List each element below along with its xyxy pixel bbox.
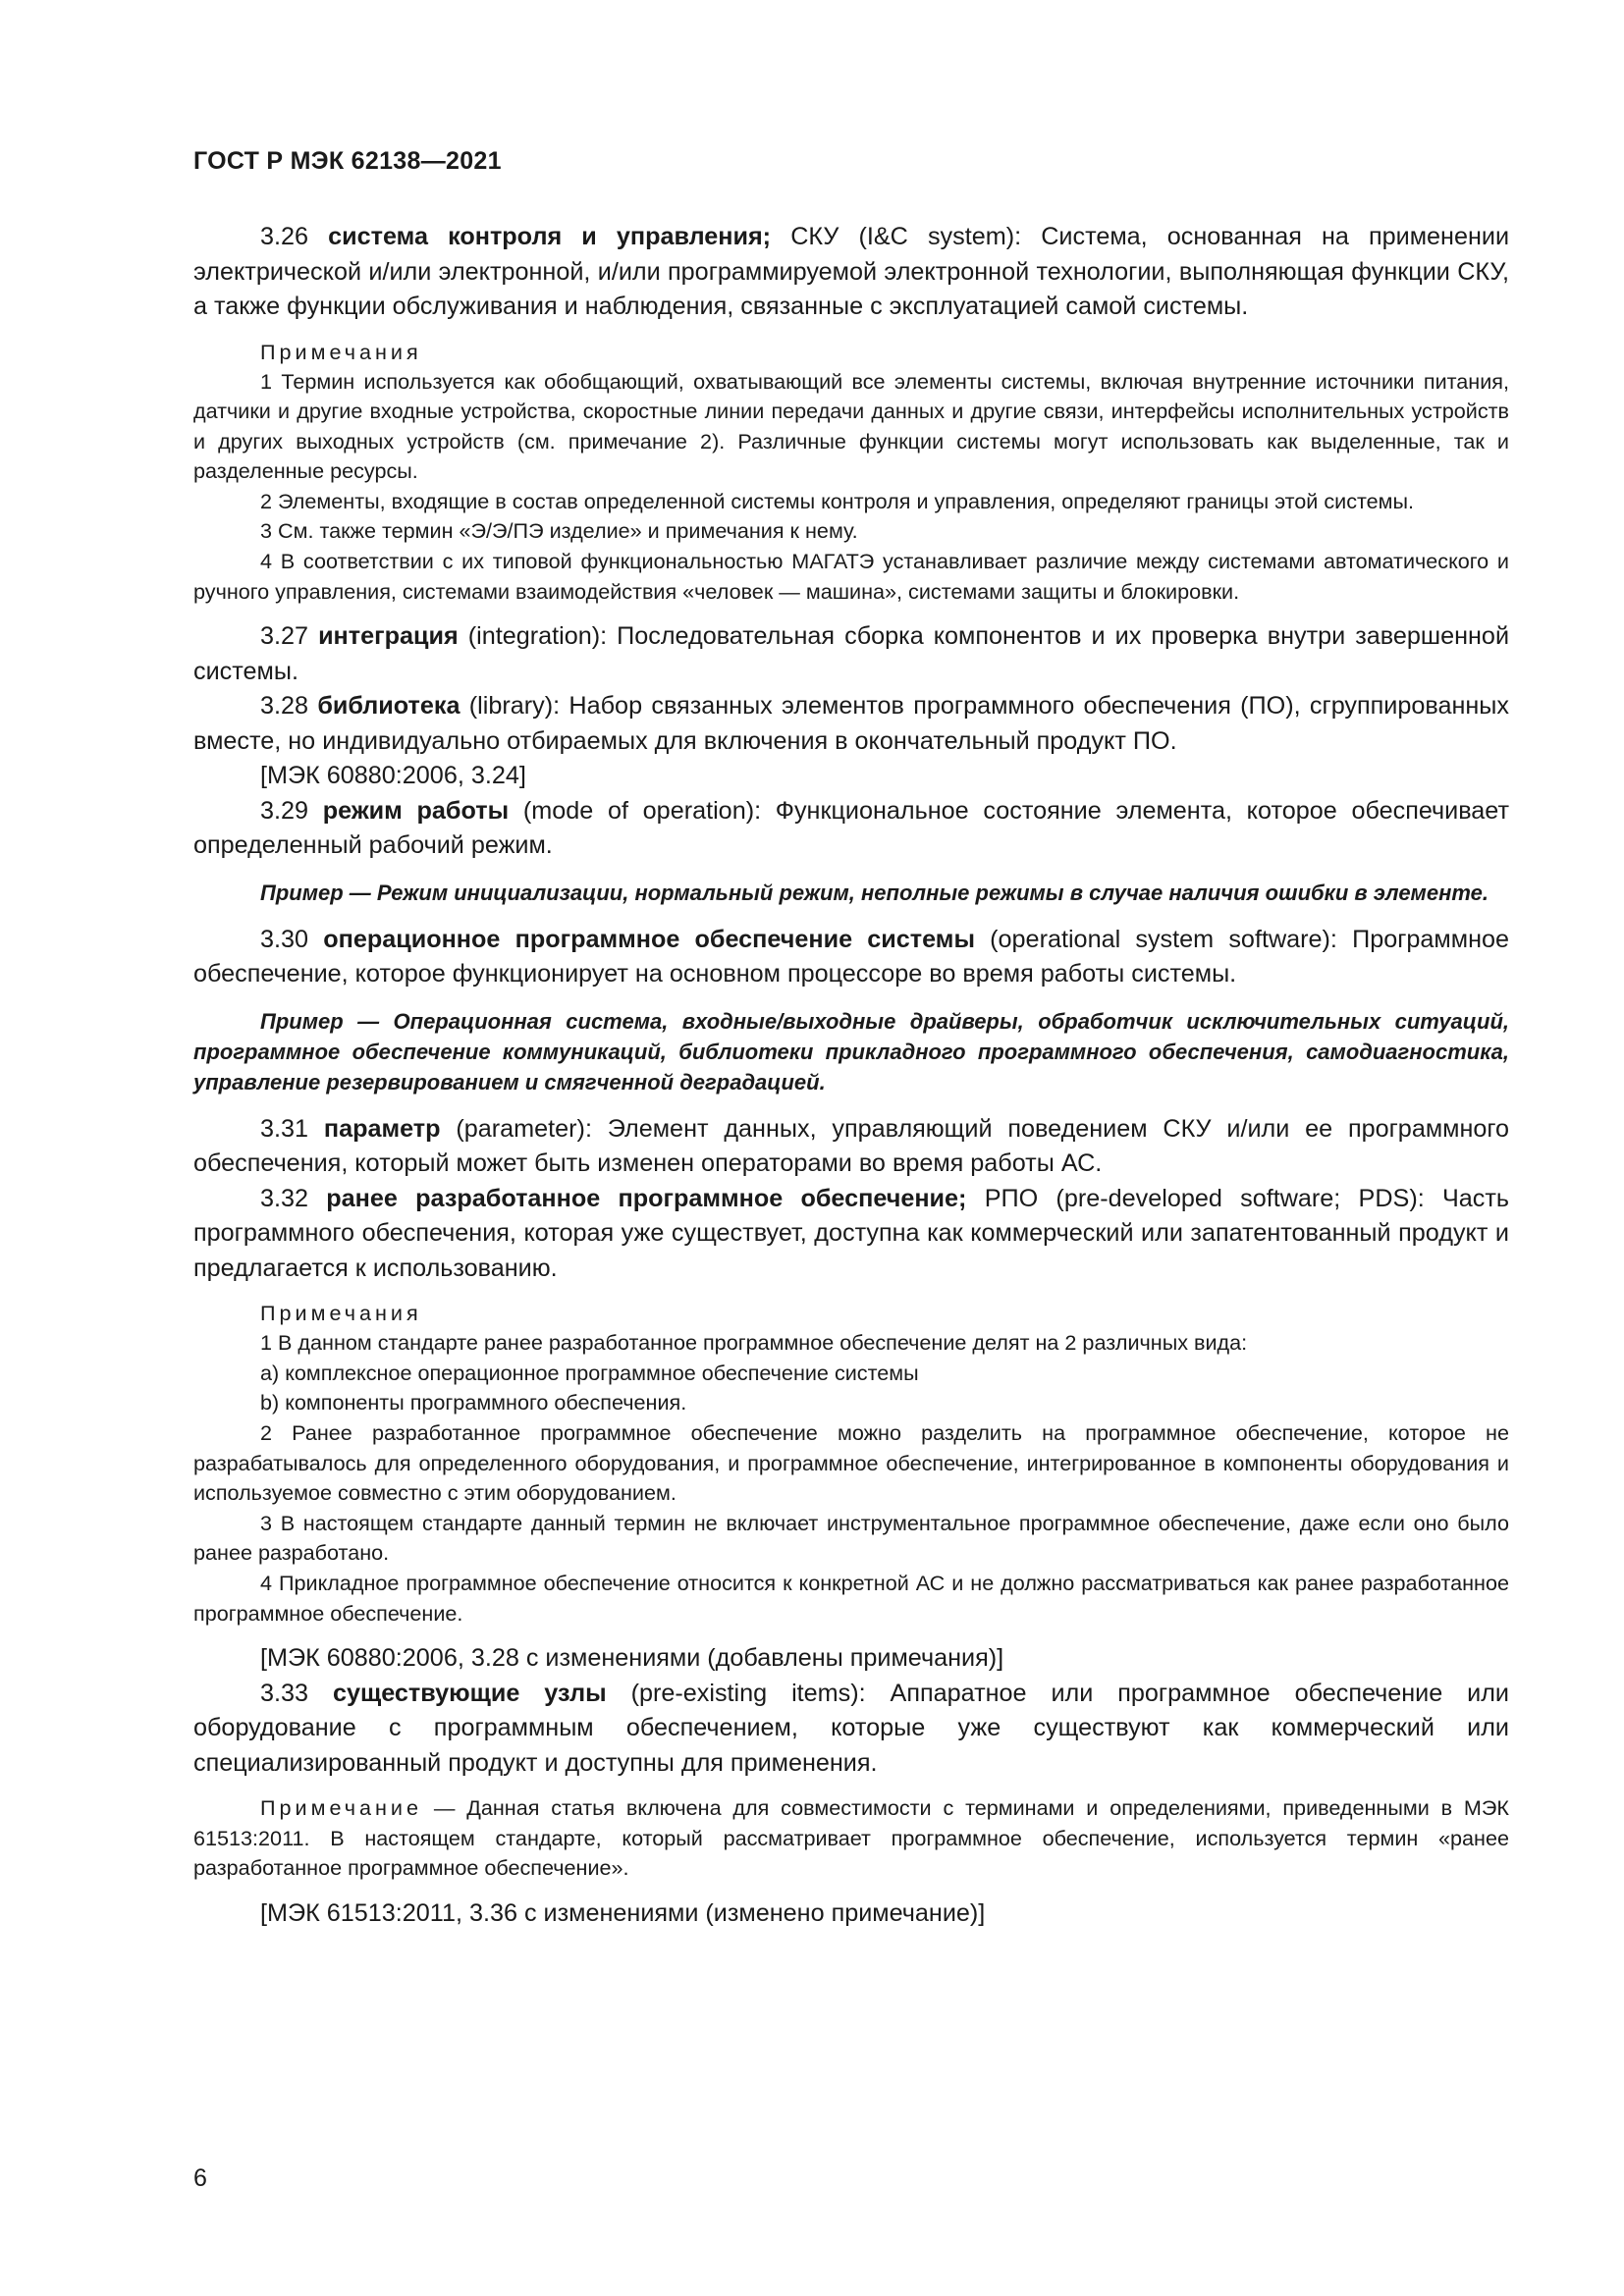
entry-number: 3.27	[260, 622, 309, 651]
source-reference: [МЭК 60880:2006, 3.24]	[260, 762, 526, 790]
note-item: 2 Ранее разработанное программное обеспечение можно разделить на программное обеспечение, которое не разрабатывалось для определенного оборудования, и программное обеспечение, интегрированное в компоненты оборудования и используемое совместно с этим оборудованием.	[193, 1420, 1509, 1506]
note-item: a) комплексное операционное программное обеспечение системы	[260, 1360, 919, 1385]
entry-number: 3.32	[260, 1184, 309, 1212]
entry-3-30	[193, 923, 1509, 992]
entry-number: 3.33	[260, 1679, 309, 1707]
entry-definition: СКУ (I&C system): Система, основанная на применении электрической и/или электронной, и/или программируемой электронной технологии, выполняющая функции СКУ, а также функции обслуживания и наблюдения, связанные с эксплуатацией самой системы.	[193, 223, 1510, 320]
example-text: Пример — Операционная система, входные/выходные драйверы, обработчик исключительных ситуаций, программное обеспечение коммуникаций, библиотеки прикладного программного обеспечения, самодиагностика, управление резервированием и смягченной деградацией.	[193, 1008, 1509, 1095]
entry-3-27	[193, 619, 1509, 689]
notes-heading: Примечания	[260, 339, 422, 364]
notes-heading: Примечания	[260, 1301, 422, 1326]
entry-term: существующие узлы	[332, 1679, 607, 1707]
entry-term: система контроля и управления;	[328, 223, 772, 250]
note-item: 4 Прикладное программное обеспечение относится к конкретной АС и не должно рассматриваться как ранее разработанное программное обеспечение.	[193, 1571, 1509, 1626]
note-item: 4 В соответствии с их типовой функциональностью МАГАТЭ устанавливает различие между системами автоматического и ручного управления, системами взаимодействия «человек — машина», системами защиты и блокировки.	[193, 549, 1509, 604]
entry-definition: (mode of operation): Функциональное состояние элемента, которое обеспечивает определенный рабочий режим.	[193, 796, 1510, 860]
entry-term: параметр	[323, 1114, 441, 1143]
entry-number: 3.30	[260, 925, 309, 953]
note-3-33	[193, 1793, 1509, 1884]
entry-3-29	[193, 794, 1509, 864]
entry-3-26	[193, 220, 1509, 325]
entry-definition: (parameter): Элемент данных, управляющий поведением СКУ и/или ее программного обеспечения, который может быть изменен операторами во время работы АС.	[193, 1114, 1510, 1178]
entry-definition: (library): Набор связанных элементов программного обеспечения (ПО), сгруппированных вместе, но индивидуально отбираемых для включения в окончательный продукт ПО.	[193, 692, 1510, 755]
note-item	[193, 1793, 1509, 1884]
entry-3-31	[193, 1112, 1509, 1182]
example-text: Пример — Режим инициализации, нормальный режим, неполные режимы в случае наличия ошибки в элементе.	[260, 880, 1489, 905]
entry-3-32	[193, 1182, 1509, 1287]
entry-term: библиотека	[317, 692, 460, 721]
entry-number: 3.31	[260, 1114, 309, 1143]
note-text: — Данная статья включена для совместимости с терминами и определениями, приведенными в МЭК 61513:2011. В настоящем стандарте, который рассматривает программное обеспечение, используется термин «ранее разработанное программное обеспечение».	[193, 1795, 1509, 1881]
source-reference: [МЭК 61513:2011, 3.36 с изменениями (изменено примечание)]	[260, 1898, 986, 1927]
entry-number: 3.26	[260, 223, 309, 250]
entry-term: операционное программное обеспечение системы	[323, 925, 975, 953]
document-header: ГОСТ Р МЭК 62138—2021	[193, 147, 502, 175]
entry-definition: (pre-existing items): Аппаратное или программное обеспечение или оборудование с программным обеспечением, которые уже существуют как коммерческий или специализированный продукт и доступны для применения.	[193, 1679, 1510, 1777]
source-reference: [МЭК 60880:2006, 3.28 с изменениями (добавлены примечания)]	[260, 1644, 1004, 1673]
note-item: b) компоненты программного обеспечения.	[260, 1390, 687, 1415]
entry-3-33	[193, 1677, 1509, 1782]
note-label: Примечание	[260, 1795, 422, 1821]
notes-3-32	[193, 1299, 1509, 1629]
entry-term: ранее разработанное программное обеспечение;	[326, 1184, 967, 1212]
entry-number: 3.29	[260, 796, 309, 825]
note-item: 3 В настоящем стандарте данный термин не включает инструментальное программное обеспечение, даже если оно было ранее разработано.	[193, 1510, 1509, 1566]
entry-definition: (operational system software): Программное обеспечение, которое функционирует на основном процессоре во время работы системы.	[193, 925, 1509, 988]
note-item: 3 См. также термин «Э/Э/ПЭ изделие» и примечания к нему.	[260, 518, 858, 544]
page-number: 6	[193, 2164, 207, 2192]
entry-definition: (integration): Последовательная сборка компонентов и их проверка внутри завершенной системы.	[193, 622, 1510, 685]
note-item: 1 Термин используется как обобщающий, охватывающий все элементы системы, включая внутренние источники питания, датчики и другие входные устройства, скоростные линии передачи данных и другие связи, интерфейсы исполнительных устройств и других выходных устройств (см. примечание 2). Различные функции системы могут использовать как выделенные, так и разделенные ресурсы.	[193, 368, 1509, 484]
entry-definition: РПО (pre-developed software; PDS): Часть программного обеспечения, которая уже существует, доступна как коммерческий или запатентованный продукт и предлагается к использованию.	[193, 1184, 1510, 1282]
entry-3-28	[193, 689, 1509, 759]
entry-term: интеграция	[318, 622, 459, 651]
entry-term: режим работы	[322, 796, 510, 825]
entry-number: 3.28	[260, 692, 309, 721]
note-item: 1 В данном стандарте ранее разработанное программное обеспечение делят на 2 различных вида:	[260, 1330, 1248, 1356]
document-body	[193, 220, 1509, 1931]
note-item: 2 Элементы, входящие в состав определенной системы контроля и управления, определяют границы этой системы.	[260, 488, 1415, 513]
notes-3-26	[193, 338, 1509, 608]
